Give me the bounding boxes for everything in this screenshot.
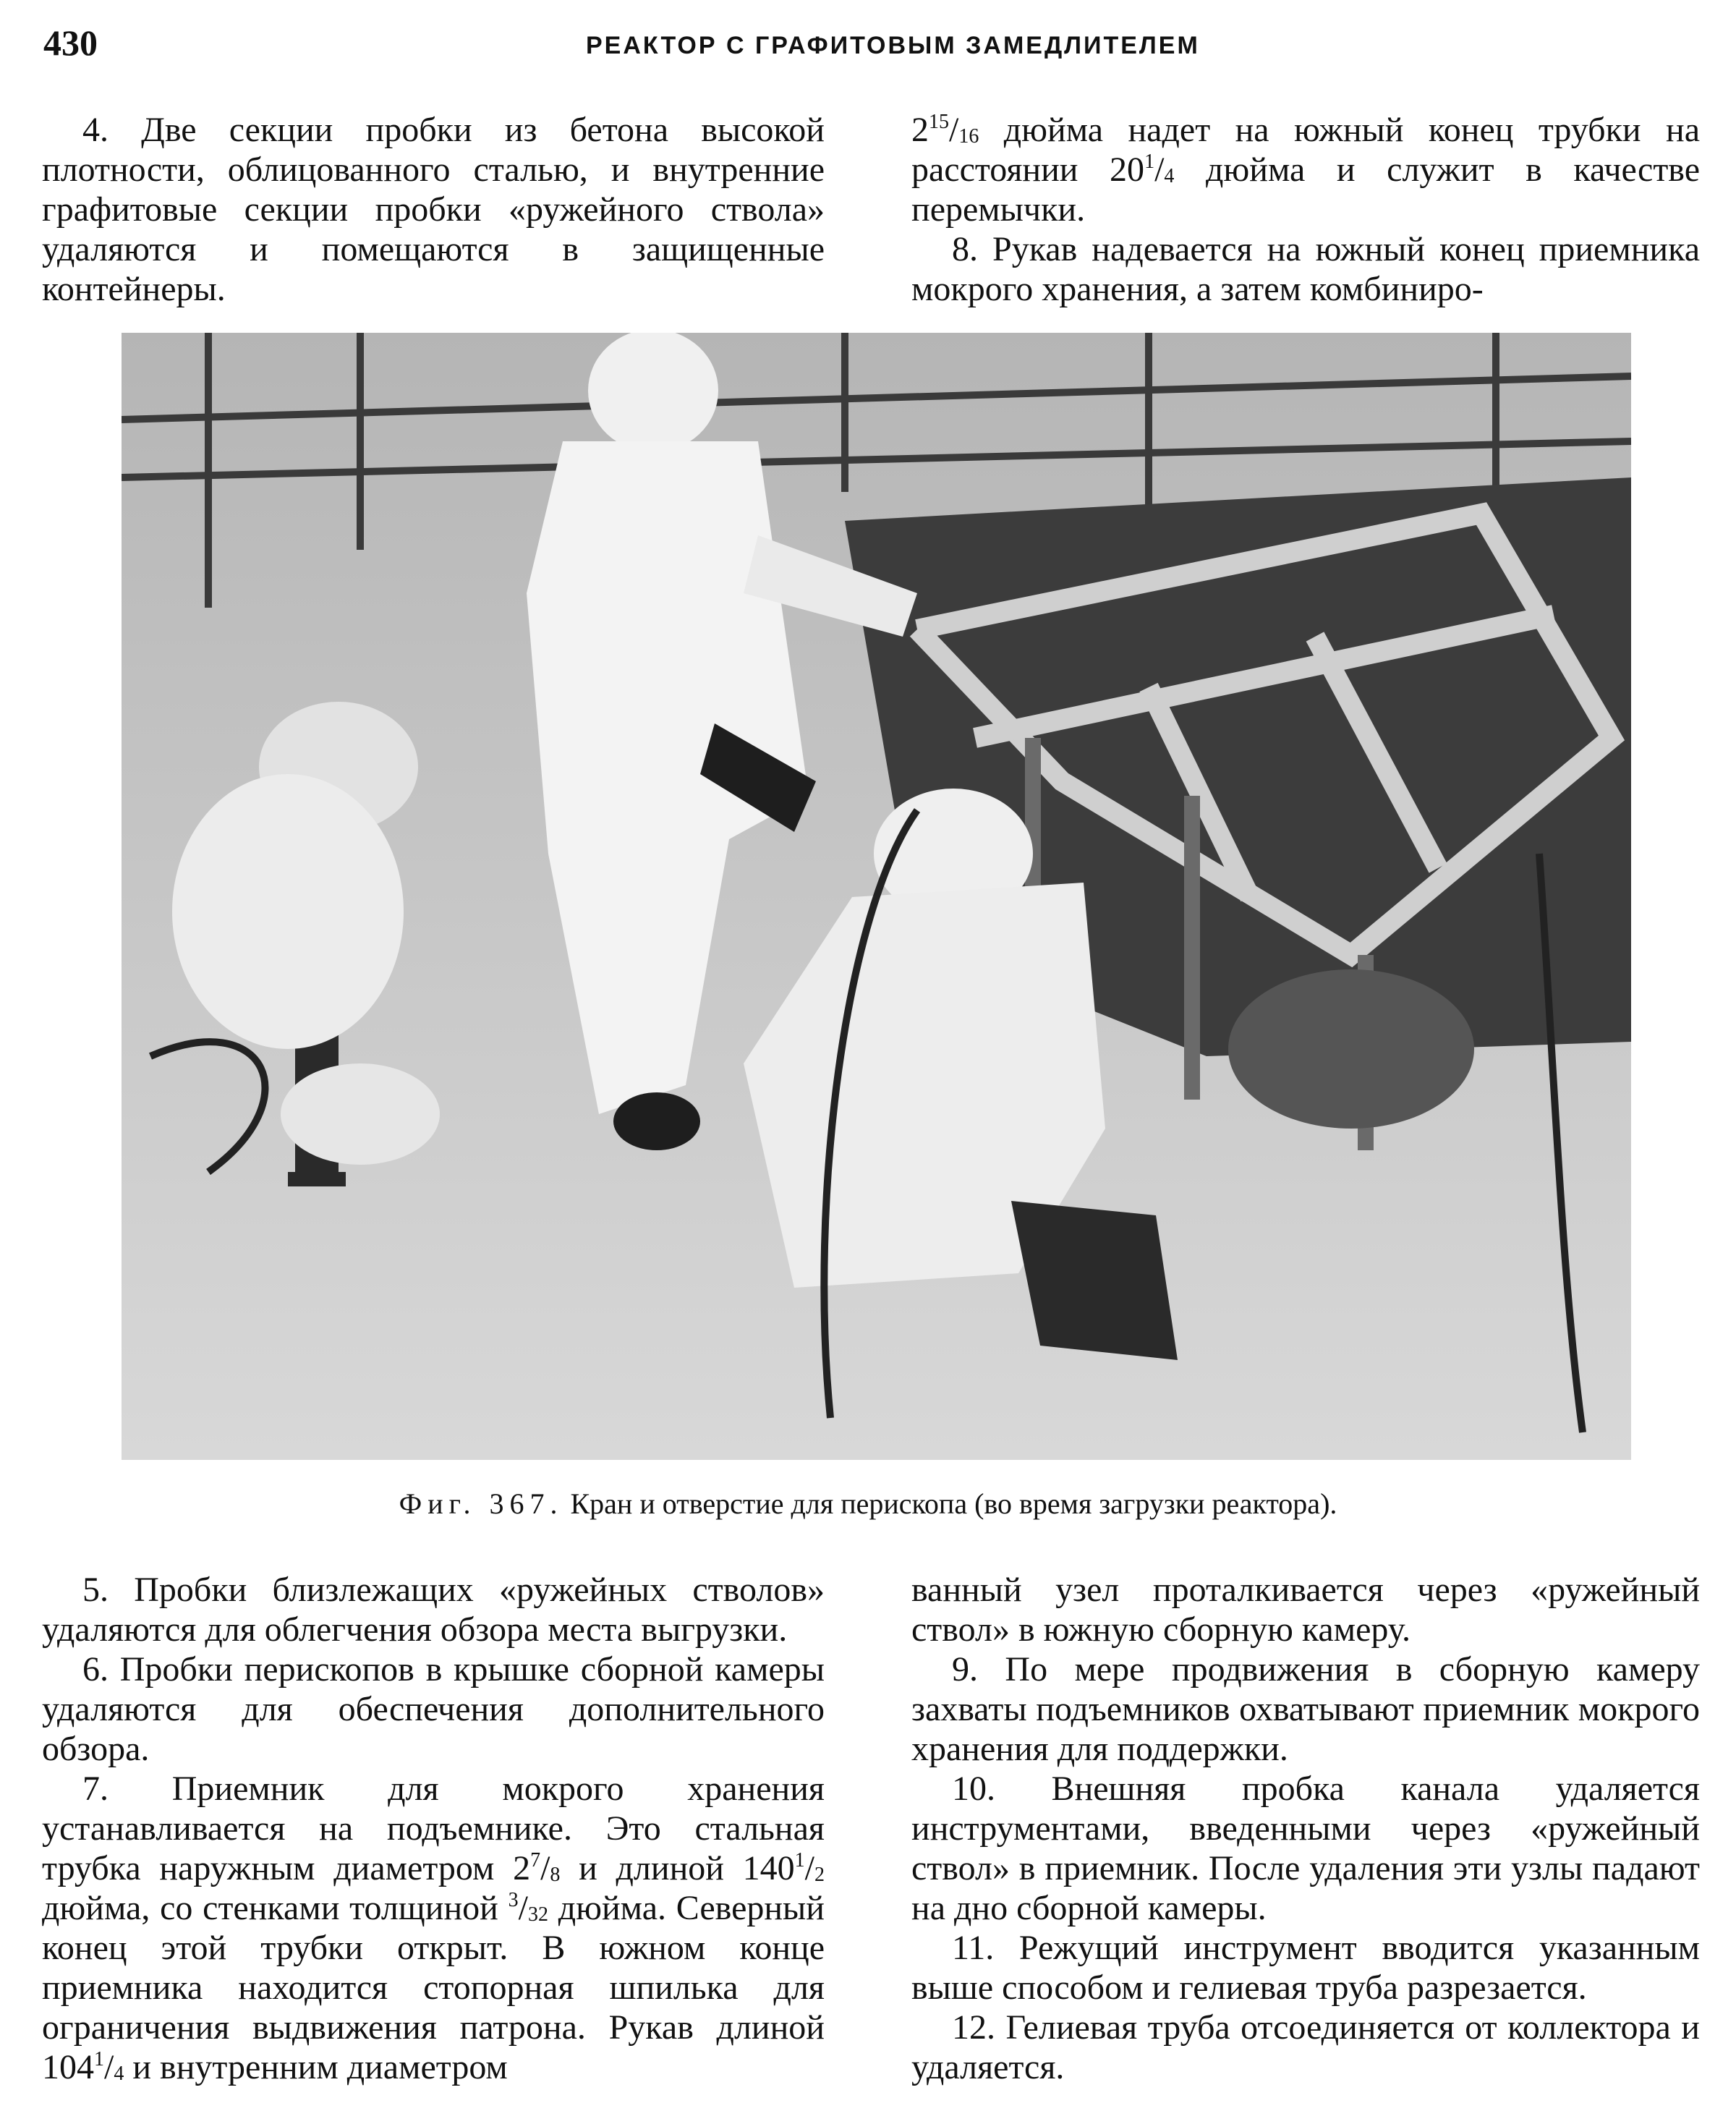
bottom-right-column <box>911 1570 1700 2087</box>
photo-illustration <box>122 333 1631 1460</box>
paragraph-10: 10. Внешняя пробка канала удаляется инструментами, введенными через «ружейный ствол» в приемник. После удаления эти узлы падают на дно сборной камеры. <box>911 1770 1700 1927</box>
figure-label: Фиг. 367. <box>399 1487 563 1520</box>
figure-caption-text: Кран и отверстие для перископа (во время загрузки реактора). <box>563 1487 1337 1520</box>
paragraph-8-continuation: ванный узел проталкивается через «ружейный ствол» в южную сборную камеру. <box>911 1571 1700 1649</box>
top-right-column <box>911 110 1700 309</box>
paragraph-12: 12. Гелиевая труба отсоединяется от коллектора и удаляется. <box>911 2008 1700 2086</box>
paragraph-6: 6. Пробки перископов в крышке сборной камеры удаляются для обеспечения дополнительного обзора. <box>42 1650 825 1768</box>
top-left-column <box>42 110 825 309</box>
figure-caption <box>0 1487 1736 1521</box>
bottom-left-column <box>42 1570 825 2087</box>
running-title: РЕАКТОР С ГРАФИТОВЫМ ЗАМЕДЛИТЕЛЕМ <box>586 32 1200 59</box>
paragraph-5: 5. Пробки близлежащих «ружейных стволов» удаляются для облегчения обзора места выгрузки. <box>42 1571 825 1649</box>
paragraph-7-continuation: $2^{15}/_{16}$ дюйма надет на южный конец трубки на расстоянии $20^1/_4$ дюйма и служит в качестве перемычки. <box>911 111 1700 229</box>
paragraph-11: 11. Режущий инструмент вводится указанным выше способом и гелиевая труба разрезается. <box>911 1929 1700 2007</box>
page-header <box>43 22 1707 72</box>
paragraph-8: 8. Рукав надевается на южный конец приемника мокрого хранения, а затем комбиниро- <box>911 230 1700 308</box>
winch-drum <box>1228 969 1474 1129</box>
figure-photo <box>122 333 1631 1460</box>
page-number: 430 <box>43 22 98 63</box>
paragraph-7: 7. Приемник для мокрого хранения устанавливается на подъемнике. Это стальная трубка наружным диаметром $2^7/_8$ и длиной $140^1/_2$ дюйма, со стенками толщиной $^3/_{32}$ дюйма. Северный конец этой трубки открыт. В южном конце приемника находится стопорная шпилька для ограничения выдвижения патрона. Рукав длиной $104^1/_4$ и внутренним диаметром <box>42 1770 825 2086</box>
paragraph-9: 9. По мере продвижения в сборную камеру захваты подъемников охватывают приемник мокрого хранения для поддержки. <box>911 1650 1700 1768</box>
paragraph-4: 4. Две секции пробки из бетона высокой плотности, облицованного сталью, и внутренние графитовые секции пробки «ружейного ствола» удаляются и помещаются в защищенные контейнеры. <box>42 111 825 308</box>
